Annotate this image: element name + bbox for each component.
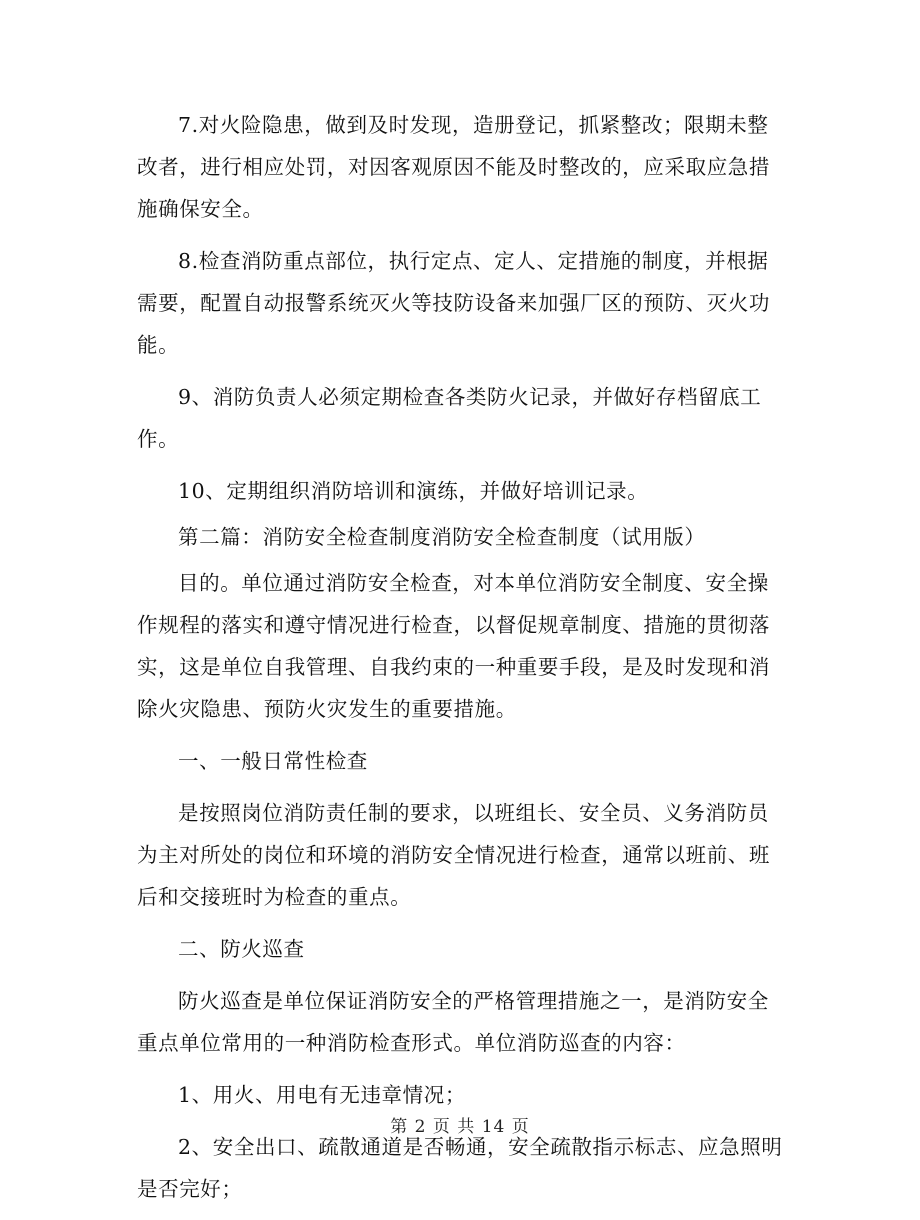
page-number-footer: 第 2 页 共 14 页	[390, 1117, 530, 1137]
paragraph-daily-inspection: 是按照岗位消防责任制的要求，以班组长、安全员、义务消防员为主对所处的岗位和环境的消防安全情况进行检查，通常以班前、班后和交接班时为检查的重点。	[137, 801, 770, 909]
list-item-fire-electricity: 1、用火、用电有无违章情况；	[178, 1083, 466, 1107]
paragraph-item-8: 8.检查消防重点部位，执行定点、定人、定措施的制度，并根据需要，配置自动报警系统灭火等技防设备来加强厂区的预防、灭火功能。	[137, 249, 770, 357]
paragraph-item-10: 10、定期组织消防培训和演练，并做好培训记录。	[178, 479, 649, 503]
paragraph-item-9: 9、消防负责人必须定期检查各类防火记录，并做好存档留底工作。	[137, 385, 762, 451]
paragraph-purpose: 目的。单位通过消防安全检查，对本单位消防安全制度、安全操作规程的落实和遵守情况进行检查，以督促规章制度、措施的贯彻落实，这是单位自我管理、自我约束的一种重要手段，是及时发现和消除火灾隐患、预防火灾发生的重要措施。	[137, 571, 770, 721]
section-heading-daily-inspection: 一、一般日常性检查	[178, 749, 368, 773]
section-heading-fire-patrol: 二、防火巡查	[178, 937, 305, 961]
paragraph-fire-patrol: 防火巡查是单位保证消防安全的严格管理措施之一，是消防安全重点单位常用的一种消防检查形式。单位消防巡查的内容：	[137, 989, 769, 1055]
list-item-exits: 2、安全出口、疏散通道是否畅通，安全疏散指示标志、应急照明是否完好；	[137, 1135, 783, 1201]
document-body	[137, 104, 783, 1220]
section-heading-second-article: 第二篇：消防安全检查制度消防安全检查制度（试用版）	[178, 525, 706, 549]
paragraph-item-7: 7.对火险隐患，做到及时发现，造册登记，抓紧整改；限期未整改者，进行相应处罚，对因客观原因不能及时整改的，应采取应急措施确保安全。	[137, 113, 770, 221]
